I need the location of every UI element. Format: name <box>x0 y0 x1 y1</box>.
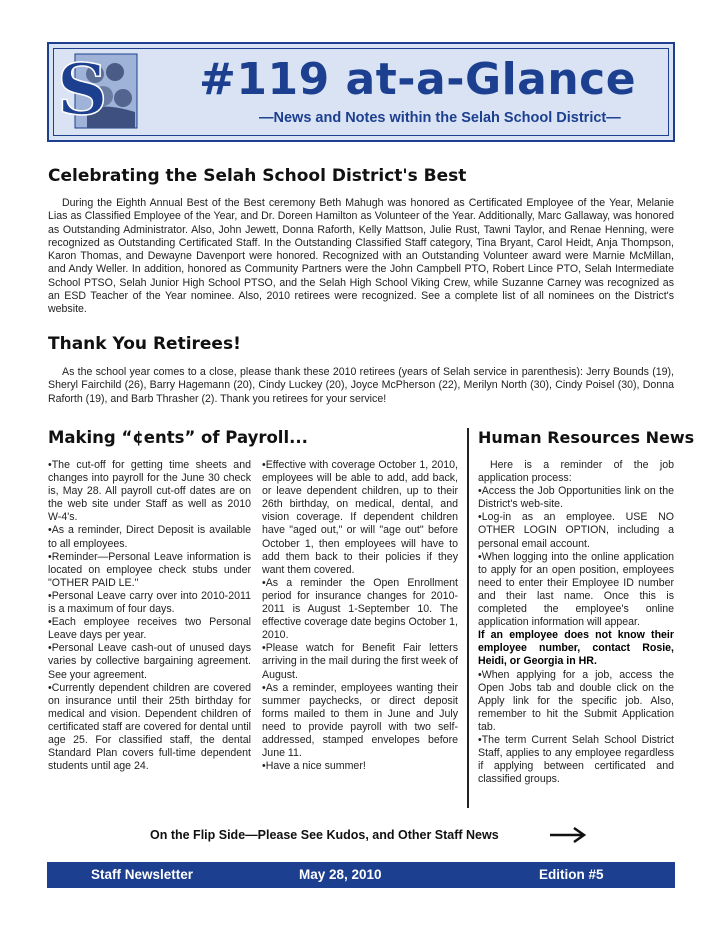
hr-item: •Log-in as an employee. USE NO OTHER LOGIN OPTION, including a personal email account. <box>478 511 674 550</box>
hr-item: •The term Current Selah School District Staff, applies to any employee regardless if applying between certificated and classified groups. <box>478 733 674 786</box>
arrow-right-icon <box>548 826 588 844</box>
section-heading-best: Celebrating the Selah School District's Best <box>48 166 467 186</box>
payroll-item: •Please watch for Benefit Fair letters arriving in the mail during the first week of August. <box>262 642 458 681</box>
footer-edition: Edition #5 <box>539 867 604 882</box>
section-heading-retirees: Thank You Retirees! <box>48 334 241 354</box>
newsletter-title: #119 at-a-Glance <box>199 54 637 105</box>
payroll-item: •Have a nice summer! <box>262 760 366 773</box>
hr-item: •When logging into the online application to apply for an open position, employees need to enter their Employee ID number and their last name. Once this is completed the employee's online application information will appear. <box>478 550 674 629</box>
newsletter-subtitle: —News and Notes within the Selah School District— <box>259 110 621 126</box>
hr-item: •When applying for a job, access the Open Jobs tab and double click on the Apply link for the specific job. Also, remember to hit the Submit Application tab. <box>478 668 674 733</box>
footer-date: May 28, 2010 <box>299 867 382 882</box>
payroll-item: •Currently dependent children are covered on insurance until their 25th birthday for medical and vision. Dependent children of certificated staff are covered for dental until age 25. For classified staff, the dental Standard Plan covers full-time dependent students until age 24. <box>48 681 251 773</box>
payroll-item: •The cut-off for getting time sheets and changes into payroll for the June 30 check is, May 28. All payroll cut-off dates are on the web site under Staff as well as 2010 W-4's. <box>48 459 251 524</box>
section-heading-hr: Human Resources News <box>478 428 695 447</box>
payroll-item: •Effective with coverage October 1, 2010, employees will be able to add, add back, or leave dependent children, up to their 26th birthday, on medical, dental, and vision coverage. If dependent children have "aged out," or will "age out" before October 1, then employees will have to add them back to their policies if they want them covered. <box>262 459 458 576</box>
hr-column <box>478 459 674 786</box>
payroll-item: •Reminder—Personal Leave information is located on employee check stubs under "OTHER PAID LE." <box>48 550 251 589</box>
payroll-item: •As a reminder, employees wanting their summer paychecks, or direct deposit forms mailed to them in June and July need to provide payroll with two self-addressed, stamped envelopes before June 11. <box>262 681 458 760</box>
payroll-item: •Personal Leave carry over into 2010-2011 is a maximum of four days. <box>48 589 251 616</box>
payroll-item: •Personal Leave cash-out of unused days varies by collective bargaining agreement. See your agreement. <box>48 642 251 681</box>
logo-letter: S <box>57 50 108 131</box>
footer-newsletter-label: Staff Newsletter <box>91 867 194 882</box>
payroll-column-1 <box>48 459 251 773</box>
retirees-paragraph: As the school year comes to a close, please thank these 2010 retirees (years of Selah service in parenthesis): Jerry Bounds (19), Sheryl Fairchild (26), Barry Hagemann (20), Cindy Luckey (20), Joyce McPherson (22), Merilyn North (30), Cindy Poisel (30), Donna Raforth (19), and Barb Thrasher (2). Thank you retirees for your service! <box>48 366 674 405</box>
payroll-item: •Each employee receives two Personal Leave days per year. <box>48 616 251 642</box>
hr-item: If an employee does not know their employee number, contact Rosie, Heidi, or Georgia in HR. <box>478 629 674 668</box>
best-paragraph: During the Eighth Annual Best of the Best ceremony Beth Mahugh was honored as Certificated Employee of the Year, Melanie Lias as Classified Employee of the Year, and Dr. Doreen Hamilton as Volunteer of the Year. Additionally, Marc Gallaway, was honored as Outstanding Administrator. Also, John Jewett, Donna Raforth, Kelly Mattson, Julie Rust, Tawni Taylor, and Renae Henning, were recognized as Outstanding Certificated Staff. In the Outstanding Classified Staff category, Tina Bryant, Carol Heidt, Anja Thompson, Karon Thomas, and Dewayne Davenport were honored. Recognized with an Outstanding Volunteer award were Marnie McMillan, and Andy Weller. In addition, honored as Community Partners were the John Campbell PTO, Robert Lince PTO, Selah Intermediate School PTSO, Selah Junior High School PTSO, and the Selah High School Viking Crew, while Suzanne Carney was recognized as an ESD Teacher of the Year nominee. Also, 2010 retirees were recognized. See a complete list of all nominees on the District's website. <box>48 197 674 316</box>
masthead <box>47 42 675 142</box>
column-divider <box>467 428 469 808</box>
hr-item: •Access the Job Opportunities link on the District's web-site. <box>478 485 674 511</box>
flip-side-note: On the Flip Side—Please See Kudos, and Other Staff News <box>150 828 499 842</box>
payroll-item: •As a reminder, Direct Deposit is available to all employees. <box>48 524 251 550</box>
footer-bar <box>47 862 675 888</box>
section-heading-payroll: Making “¢ents” of Payroll... <box>48 428 308 447</box>
district-logo <box>57 50 139 132</box>
payroll-item: •As a reminder the Open Enrollment period for insurance changes for 2010-2011 is August 1-September 10. The effective coverage date begins October 1, 2010. <box>262 576 458 642</box>
payroll-column-2 <box>262 459 458 773</box>
hr-item: Here is a reminder of the job application process: <box>478 459 674 485</box>
